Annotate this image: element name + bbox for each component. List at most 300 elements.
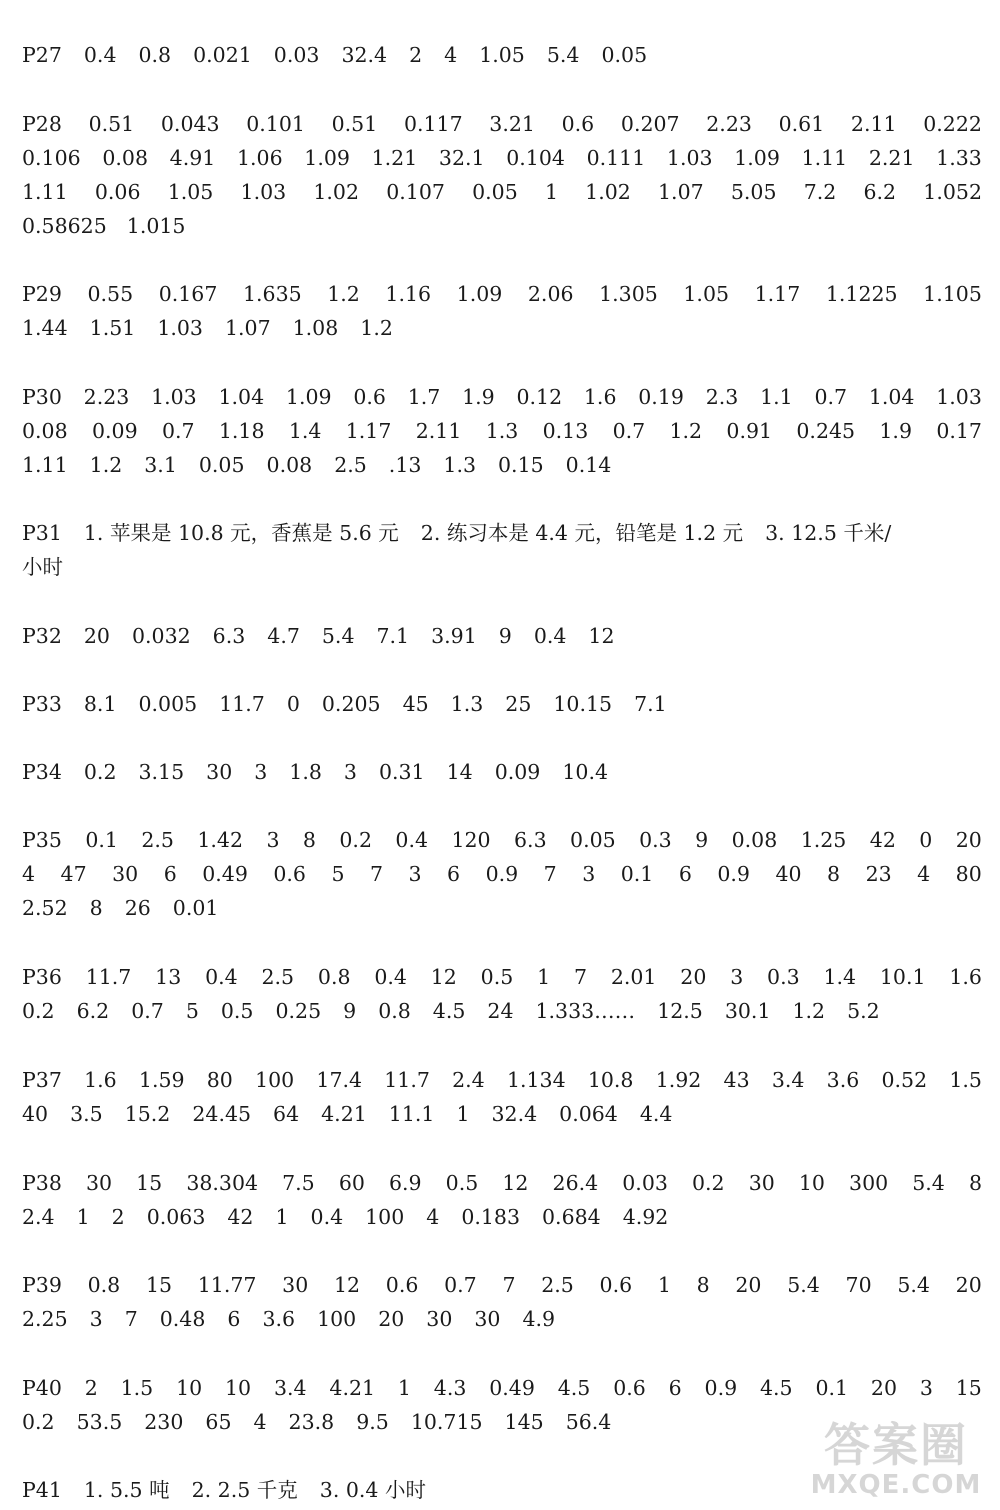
answer-value: 0.101 xyxy=(246,112,305,136)
answer-value: 0.2 xyxy=(339,828,372,852)
answer-value: 6 xyxy=(447,862,461,886)
answer-value: 9 xyxy=(343,999,357,1023)
page-label: P31 xyxy=(22,521,62,545)
answer-value: 0.08 xyxy=(102,146,148,170)
answer-line xyxy=(22,175,982,209)
answer-value: 0.063 xyxy=(146,1205,206,1229)
answer-value: 0.4 xyxy=(374,965,407,989)
answer-value: 0.52 xyxy=(881,1068,928,1092)
page-label: P29 xyxy=(22,282,62,306)
answer-value: 3.4 xyxy=(771,1068,805,1092)
answer-value: 0.05 xyxy=(601,43,648,67)
answer-value: 7.1 xyxy=(634,692,667,716)
answer-line xyxy=(22,107,982,141)
answer-value: 1.2 xyxy=(360,316,393,340)
answer-value: 2.5 xyxy=(541,1273,574,1297)
answer-value: 0.005 xyxy=(138,692,198,716)
answer-value: 5.4 xyxy=(897,1273,930,1297)
answer-value: 0.01 xyxy=(172,896,219,920)
answer-value: 1.18 xyxy=(218,419,265,443)
answer-line xyxy=(22,1405,982,1439)
answer-value: 2.23 xyxy=(83,385,130,409)
answer-value: 1.11 xyxy=(22,180,68,204)
answer-value: 3 xyxy=(408,862,422,886)
answer-value: 10.1 xyxy=(879,965,926,989)
answer-value: 5 xyxy=(331,862,345,886)
answer-value: 42 xyxy=(227,1205,254,1229)
answer-line xyxy=(22,141,982,175)
answer-value: 30 xyxy=(85,1171,113,1195)
page-label: P40 xyxy=(22,1376,62,1400)
answer-text: 2. 2.5 千克 xyxy=(191,1478,298,1502)
answer-value: 1.09 xyxy=(285,385,332,409)
answer-value: 0.05 xyxy=(198,453,245,477)
answer-value: 1.305 xyxy=(599,282,658,306)
answer-value: 1.04 xyxy=(218,385,265,409)
answer-value: 3 xyxy=(730,965,744,989)
answer-value: 0.31 xyxy=(378,760,425,784)
answer-value: 1.015 xyxy=(126,214,186,238)
answer-value: 12 xyxy=(333,1273,361,1297)
answer-value: 0.9 xyxy=(717,862,750,886)
answer-block-p27 xyxy=(22,38,982,72)
answer-value: 53.5 xyxy=(76,1410,123,1434)
answer-value: 1.11 xyxy=(801,146,848,170)
answer-value: 6.9 xyxy=(388,1171,422,1195)
answer-value: 80 xyxy=(206,1068,233,1092)
answer-value: 145 xyxy=(504,1410,544,1434)
answer-value: 30 xyxy=(748,1171,775,1195)
answer-value: 1.6 xyxy=(84,1068,117,1092)
answer-value: 1.1 xyxy=(760,385,793,409)
answer-value: 47 xyxy=(60,862,87,886)
page-label: P37 xyxy=(22,1068,62,1092)
page-label: P38 xyxy=(22,1171,62,1195)
answer-line xyxy=(22,380,982,414)
answer-value: 1.02 xyxy=(313,180,360,204)
answer-value: 0.8 xyxy=(317,965,351,989)
answer-value: 6.2 xyxy=(863,180,897,204)
page-label: P41 xyxy=(22,1478,62,1502)
answer-value: 0.117 xyxy=(403,112,463,136)
answer-value: 1.06 xyxy=(236,146,283,170)
answer-value: 11.77 xyxy=(197,1273,257,1297)
answer-value: 1.4 xyxy=(288,419,322,443)
answer-value: 1.09 xyxy=(734,146,780,170)
answer-value: 1.51 xyxy=(89,316,136,340)
answer-value: 10 xyxy=(798,1171,825,1195)
answer-value: 1.2 xyxy=(327,282,360,306)
page-label: P33 xyxy=(22,692,62,716)
answer-value: 0.55 xyxy=(87,282,134,306)
answer-value: 7.5 xyxy=(282,1171,315,1195)
answer-value: 0.8 xyxy=(87,1273,121,1297)
answer-value: 1 xyxy=(456,1102,470,1126)
answer-value: 6.2 xyxy=(76,999,110,1023)
answer-block-p36 xyxy=(22,960,982,1028)
answer-value: 0.106 xyxy=(22,146,81,170)
answer-value: 4 xyxy=(917,862,931,886)
answer-value: 8 xyxy=(89,896,103,920)
answer-line xyxy=(22,1200,982,1234)
answer-line xyxy=(22,550,982,584)
answer-value: 0.8 xyxy=(138,43,172,67)
answer-value: 0.2 xyxy=(692,1171,725,1195)
answer-value: 0.222 xyxy=(923,112,982,136)
answer-value: 0.17 xyxy=(936,419,982,443)
answer-value: 0.1 xyxy=(815,1376,849,1400)
answer-value: 1.134 xyxy=(506,1068,566,1092)
page-label: P30 xyxy=(22,385,62,409)
answer-value: 0.05 xyxy=(570,828,616,852)
answer-value: 32.4 xyxy=(341,43,388,67)
answer-value: 56.4 xyxy=(565,1410,612,1434)
answer-value: 100 xyxy=(255,1068,295,1092)
answer-line xyxy=(22,687,982,721)
answer-value: 1.16 xyxy=(385,282,432,306)
answer-value: 12 xyxy=(588,624,615,648)
answer-value: 20 xyxy=(870,1376,897,1400)
answer-line xyxy=(22,755,982,789)
answer-value: 2.4 xyxy=(452,1068,485,1092)
answer-value: 6 xyxy=(227,1307,241,1331)
answer-value: 8.1 xyxy=(83,692,117,716)
answer-line xyxy=(22,1302,982,1336)
answer-value: 7 xyxy=(573,965,587,989)
answer-value: 8 xyxy=(968,1171,982,1195)
answer-value: 20 xyxy=(83,624,110,648)
answer-line xyxy=(22,891,982,925)
answer-block-p32 xyxy=(22,619,982,653)
answer-value: 1.03 xyxy=(157,316,203,340)
answer-value: 3.15 xyxy=(138,760,185,784)
answer-value: 64 xyxy=(273,1102,300,1126)
answer-value: 32.4 xyxy=(491,1102,538,1126)
answer-value: 2.52 xyxy=(22,896,68,920)
answer-value: 0.08 xyxy=(731,828,778,852)
answer-value: 1 xyxy=(657,1273,671,1297)
answer-text: 1. 苹果是 10.8 元，香蕉是 5.6 元 xyxy=(83,521,399,545)
answer-line xyxy=(22,277,982,311)
answer-value: 1.59 xyxy=(138,1068,185,1092)
answer-value: 25 xyxy=(505,692,532,716)
answer-value: 1.5 xyxy=(120,1376,154,1400)
answer-block-p31 xyxy=(22,516,982,584)
answer-line xyxy=(22,516,982,550)
answer-value: 11.7 xyxy=(384,1068,430,1092)
answer-value: 0.12 xyxy=(516,385,563,409)
page-label: P36 xyxy=(22,965,62,989)
page-label: P35 xyxy=(22,828,62,852)
answer-value: 0.1 xyxy=(620,862,654,886)
answer-value: 0.245 xyxy=(796,419,856,443)
answer-value: 0.25 xyxy=(275,999,322,1023)
answer-block-p28 xyxy=(22,107,982,243)
answer-line xyxy=(22,1166,982,1200)
answer-value: 1.2 xyxy=(669,419,703,443)
answer-value: 1.44 xyxy=(22,316,68,340)
answer-value: 0.2 xyxy=(83,760,117,784)
answer-line xyxy=(22,857,982,891)
answer-value: 20 xyxy=(955,1273,982,1297)
answer-value: 10.4 xyxy=(562,760,609,784)
answer-value: 7.2 xyxy=(803,180,837,204)
answer-value: 3.1 xyxy=(144,453,177,477)
answer-value: 0.2 xyxy=(22,1410,55,1434)
answer-value: 4.4 xyxy=(639,1102,673,1126)
answer-value: 0.08 xyxy=(22,419,68,443)
answer-value: 0.5 xyxy=(445,1171,479,1195)
answer-value: 17.4 xyxy=(316,1068,363,1092)
answer-value: 24 xyxy=(487,999,514,1023)
answer-value: 1.3 xyxy=(450,692,484,716)
answer-text: 1. 5.5 吨 xyxy=(83,1478,170,1502)
answer-value: 14 xyxy=(446,760,473,784)
answer-line xyxy=(22,311,982,345)
answer-value: 70 xyxy=(845,1273,872,1297)
answer-value: 3.6 xyxy=(262,1307,296,1331)
page-label: P32 xyxy=(22,624,62,648)
answer-value: 11.7 xyxy=(85,965,132,989)
answer-value: 0.4 xyxy=(533,624,567,648)
answer-value: 11.7 xyxy=(219,692,265,716)
answer-value: 4 xyxy=(426,1205,440,1229)
answer-block-p39 xyxy=(22,1268,982,1336)
answer-value: 0.48 xyxy=(159,1307,206,1331)
answer-value: 0.7 xyxy=(131,999,164,1023)
answer-value: 1.9 xyxy=(462,385,495,409)
answer-value: 26.4 xyxy=(552,1171,599,1195)
answer-value: 1.03 xyxy=(151,385,197,409)
answer-value: 3.4 xyxy=(273,1376,307,1400)
answer-value: 30 xyxy=(426,1307,453,1331)
answer-value: 3 xyxy=(582,862,596,886)
answer-value: 10.8 xyxy=(587,1068,634,1092)
answer-value: 4.92 xyxy=(622,1205,669,1229)
answer-value: 23 xyxy=(865,862,892,886)
answer-value: 26 xyxy=(124,896,151,920)
answer-value: 12 xyxy=(502,1171,529,1195)
answer-value: 3 xyxy=(919,1376,933,1400)
answer-value: 11.1 xyxy=(388,1102,435,1126)
answer-value: 0.167 xyxy=(158,282,218,306)
answer-value: 0.6 xyxy=(613,1376,646,1400)
answer-value: 0.9 xyxy=(485,862,519,886)
answer-value: 0.49 xyxy=(202,862,248,886)
answer-value: 3.21 xyxy=(489,112,535,136)
answer-value: 5.05 xyxy=(730,180,777,204)
answer-value: 1.03 xyxy=(666,146,713,170)
answer-value: 0.4 xyxy=(83,43,117,67)
answer-value: 2.11 xyxy=(415,419,462,443)
answer-value: 60 xyxy=(338,1171,365,1195)
answer-value: 1 xyxy=(275,1205,289,1229)
answer-value: 2.21 xyxy=(868,146,915,170)
answer-value: 4.21 xyxy=(321,1102,367,1126)
answer-value: 65 xyxy=(205,1410,232,1434)
answer-text: 3. 12.5 千米/ xyxy=(765,521,892,545)
answer-line xyxy=(22,1473,982,1507)
answer-value: 9.5 xyxy=(356,1410,389,1434)
answer-value: 1.04 xyxy=(868,385,915,409)
answer-value: 0.06 xyxy=(94,180,141,204)
answer-value: 4.7 xyxy=(267,624,300,648)
answer-value: 0.7 xyxy=(161,419,195,443)
answer-value: 13 xyxy=(155,965,182,989)
answer-value: 0.021 xyxy=(193,43,252,67)
answer-value: 7 xyxy=(369,862,384,886)
answer-value: 5 xyxy=(185,999,199,1023)
answer-value: 0.58625 xyxy=(22,214,107,238)
answer-value: 0.51 xyxy=(331,112,378,136)
answer-value: 1 xyxy=(76,1205,90,1229)
answer-value: 8 xyxy=(302,828,316,852)
answer-line xyxy=(22,619,982,653)
answer-value: 20 xyxy=(735,1273,762,1297)
answer-value: 2.5 xyxy=(261,965,295,989)
answer-value: 0.9 xyxy=(704,1376,738,1400)
answer-block-p37 xyxy=(22,1063,982,1131)
answer-value: .13 xyxy=(388,453,422,477)
answer-value: 6 xyxy=(163,862,177,886)
answer-value: 4.21 xyxy=(329,1376,376,1400)
answer-value: 43 xyxy=(723,1068,750,1092)
answer-value: 1.6 xyxy=(583,385,617,409)
answer-value: 10.15 xyxy=(553,692,613,716)
answer-value: 5.4 xyxy=(321,624,355,648)
answer-value: 1.09 xyxy=(304,146,350,170)
answer-value: 0.3 xyxy=(639,828,672,852)
answer-value: 6.3 xyxy=(212,624,246,648)
answer-value: 1.105 xyxy=(923,282,982,306)
answer-value: 2.3 xyxy=(705,385,739,409)
answer-block-p35 xyxy=(22,823,982,925)
answer-line xyxy=(22,414,982,448)
answer-value: 30 xyxy=(206,760,233,784)
answer-value: 0.111 xyxy=(586,146,646,170)
answer-line xyxy=(22,209,982,243)
answer-value: 4 xyxy=(22,862,36,886)
answer-value: 0.4 xyxy=(205,965,238,989)
answer-line xyxy=(22,823,982,857)
answer-value: 1.635 xyxy=(242,282,302,306)
answer-value: 3.6 xyxy=(826,1068,860,1092)
answer-value: 0.03 xyxy=(273,43,320,67)
answer-value: 4.5 xyxy=(557,1376,591,1400)
answer-value: 0.09 xyxy=(494,760,541,784)
answer-value: 20 xyxy=(680,965,707,989)
answer-value: 1.3 xyxy=(485,419,519,443)
answer-value: 2.23 xyxy=(706,112,752,136)
answer-value: 1.11 xyxy=(22,453,68,477)
answer-value: 0.05 xyxy=(472,180,518,204)
answer-value: 0.14 xyxy=(565,453,612,477)
answer-value: 0.6 xyxy=(273,862,306,886)
answer-value: 15.2 xyxy=(124,1102,171,1126)
answer-value: 1.5 xyxy=(949,1068,982,1092)
answer-value: 45 xyxy=(402,692,429,716)
answer-value: 0.3 xyxy=(767,965,800,989)
answer-block-p38 xyxy=(22,1166,982,1234)
answer-value: 1.33 xyxy=(936,146,982,170)
answer-value: 1.9 xyxy=(879,419,912,443)
answer-value: 0.183 xyxy=(461,1205,521,1229)
answer-value: 42 xyxy=(869,828,896,852)
answer-value: 32.1 xyxy=(438,146,485,170)
answer-value: 1.02 xyxy=(585,180,631,204)
answer-line xyxy=(22,1371,982,1405)
answer-value: 5.4 xyxy=(787,1273,820,1297)
answer-value: 0.1 xyxy=(85,828,118,852)
answer-block-p30 xyxy=(22,380,982,482)
answer-value: 10 xyxy=(225,1376,252,1400)
answer-value: 5.4 xyxy=(546,43,580,67)
answer-value: 2.06 xyxy=(527,282,574,306)
answer-value: 1.25 xyxy=(800,828,847,852)
answer-value: 0.684 xyxy=(542,1205,601,1229)
answer-line xyxy=(22,1268,982,1302)
answer-value: 7 xyxy=(543,862,557,886)
answer-value: 0.6 xyxy=(353,385,386,409)
answer-value: 4.91 xyxy=(169,146,216,170)
answer-value: 1 xyxy=(537,965,551,989)
answer-value: 3 xyxy=(266,828,280,852)
answer-value: 15 xyxy=(145,1273,173,1297)
answer-value: 2.4 xyxy=(22,1205,55,1229)
answer-value: 1.03 xyxy=(240,180,287,204)
answer-value: 3 xyxy=(343,760,357,784)
answer-value: 1.2 xyxy=(792,999,826,1023)
answer-value: 0.19 xyxy=(638,385,684,409)
answer-value: 2 xyxy=(84,1376,98,1400)
answer-value: 0.03 xyxy=(622,1171,668,1195)
answer-value: 0.91 xyxy=(726,419,773,443)
answer-value: 0.043 xyxy=(160,112,220,136)
page-label: P27 xyxy=(22,43,62,67)
answer-line xyxy=(22,1097,982,1131)
answer-value: 0.5 xyxy=(220,999,254,1023)
answer-value: 0.4 xyxy=(310,1205,344,1229)
answer-value: 0.107 xyxy=(386,180,445,204)
answer-value: 300 xyxy=(849,1171,889,1195)
answer-value: 0.49 xyxy=(489,1376,535,1400)
answer-value: 2.5 xyxy=(141,828,174,852)
answer-value: 0.032 xyxy=(131,624,191,648)
answer-value: 0.4 xyxy=(395,828,429,852)
answer-value: 0.15 xyxy=(498,453,544,477)
answer-value: 1.07 xyxy=(224,316,271,340)
answer-value: 1.05 xyxy=(479,43,525,67)
answer-value: 0.51 xyxy=(88,112,135,136)
answer-value: 1.333…… xyxy=(535,999,636,1023)
answer-value: 1.05 xyxy=(167,180,214,204)
answer-value: 5.4 xyxy=(912,1171,945,1195)
answer-line xyxy=(22,1063,982,1097)
answer-value: 7.1 xyxy=(376,624,410,648)
page-label: P39 xyxy=(22,1273,62,1297)
answer-value: 1.05 xyxy=(683,282,730,306)
answer-value: 0.6 xyxy=(599,1273,633,1297)
answer-value: 1 xyxy=(544,180,558,204)
answer-value: 4.5 xyxy=(432,999,466,1023)
answer-value: 100 xyxy=(317,1307,357,1331)
answer-value: 6.3 xyxy=(514,828,547,852)
answer-value: 30.1 xyxy=(724,999,771,1023)
answer-value: 3.5 xyxy=(70,1102,103,1126)
answer-value: 40 xyxy=(22,1102,49,1126)
answer-value: 23.8 xyxy=(288,1410,335,1434)
answer-value: 9 xyxy=(498,624,512,648)
